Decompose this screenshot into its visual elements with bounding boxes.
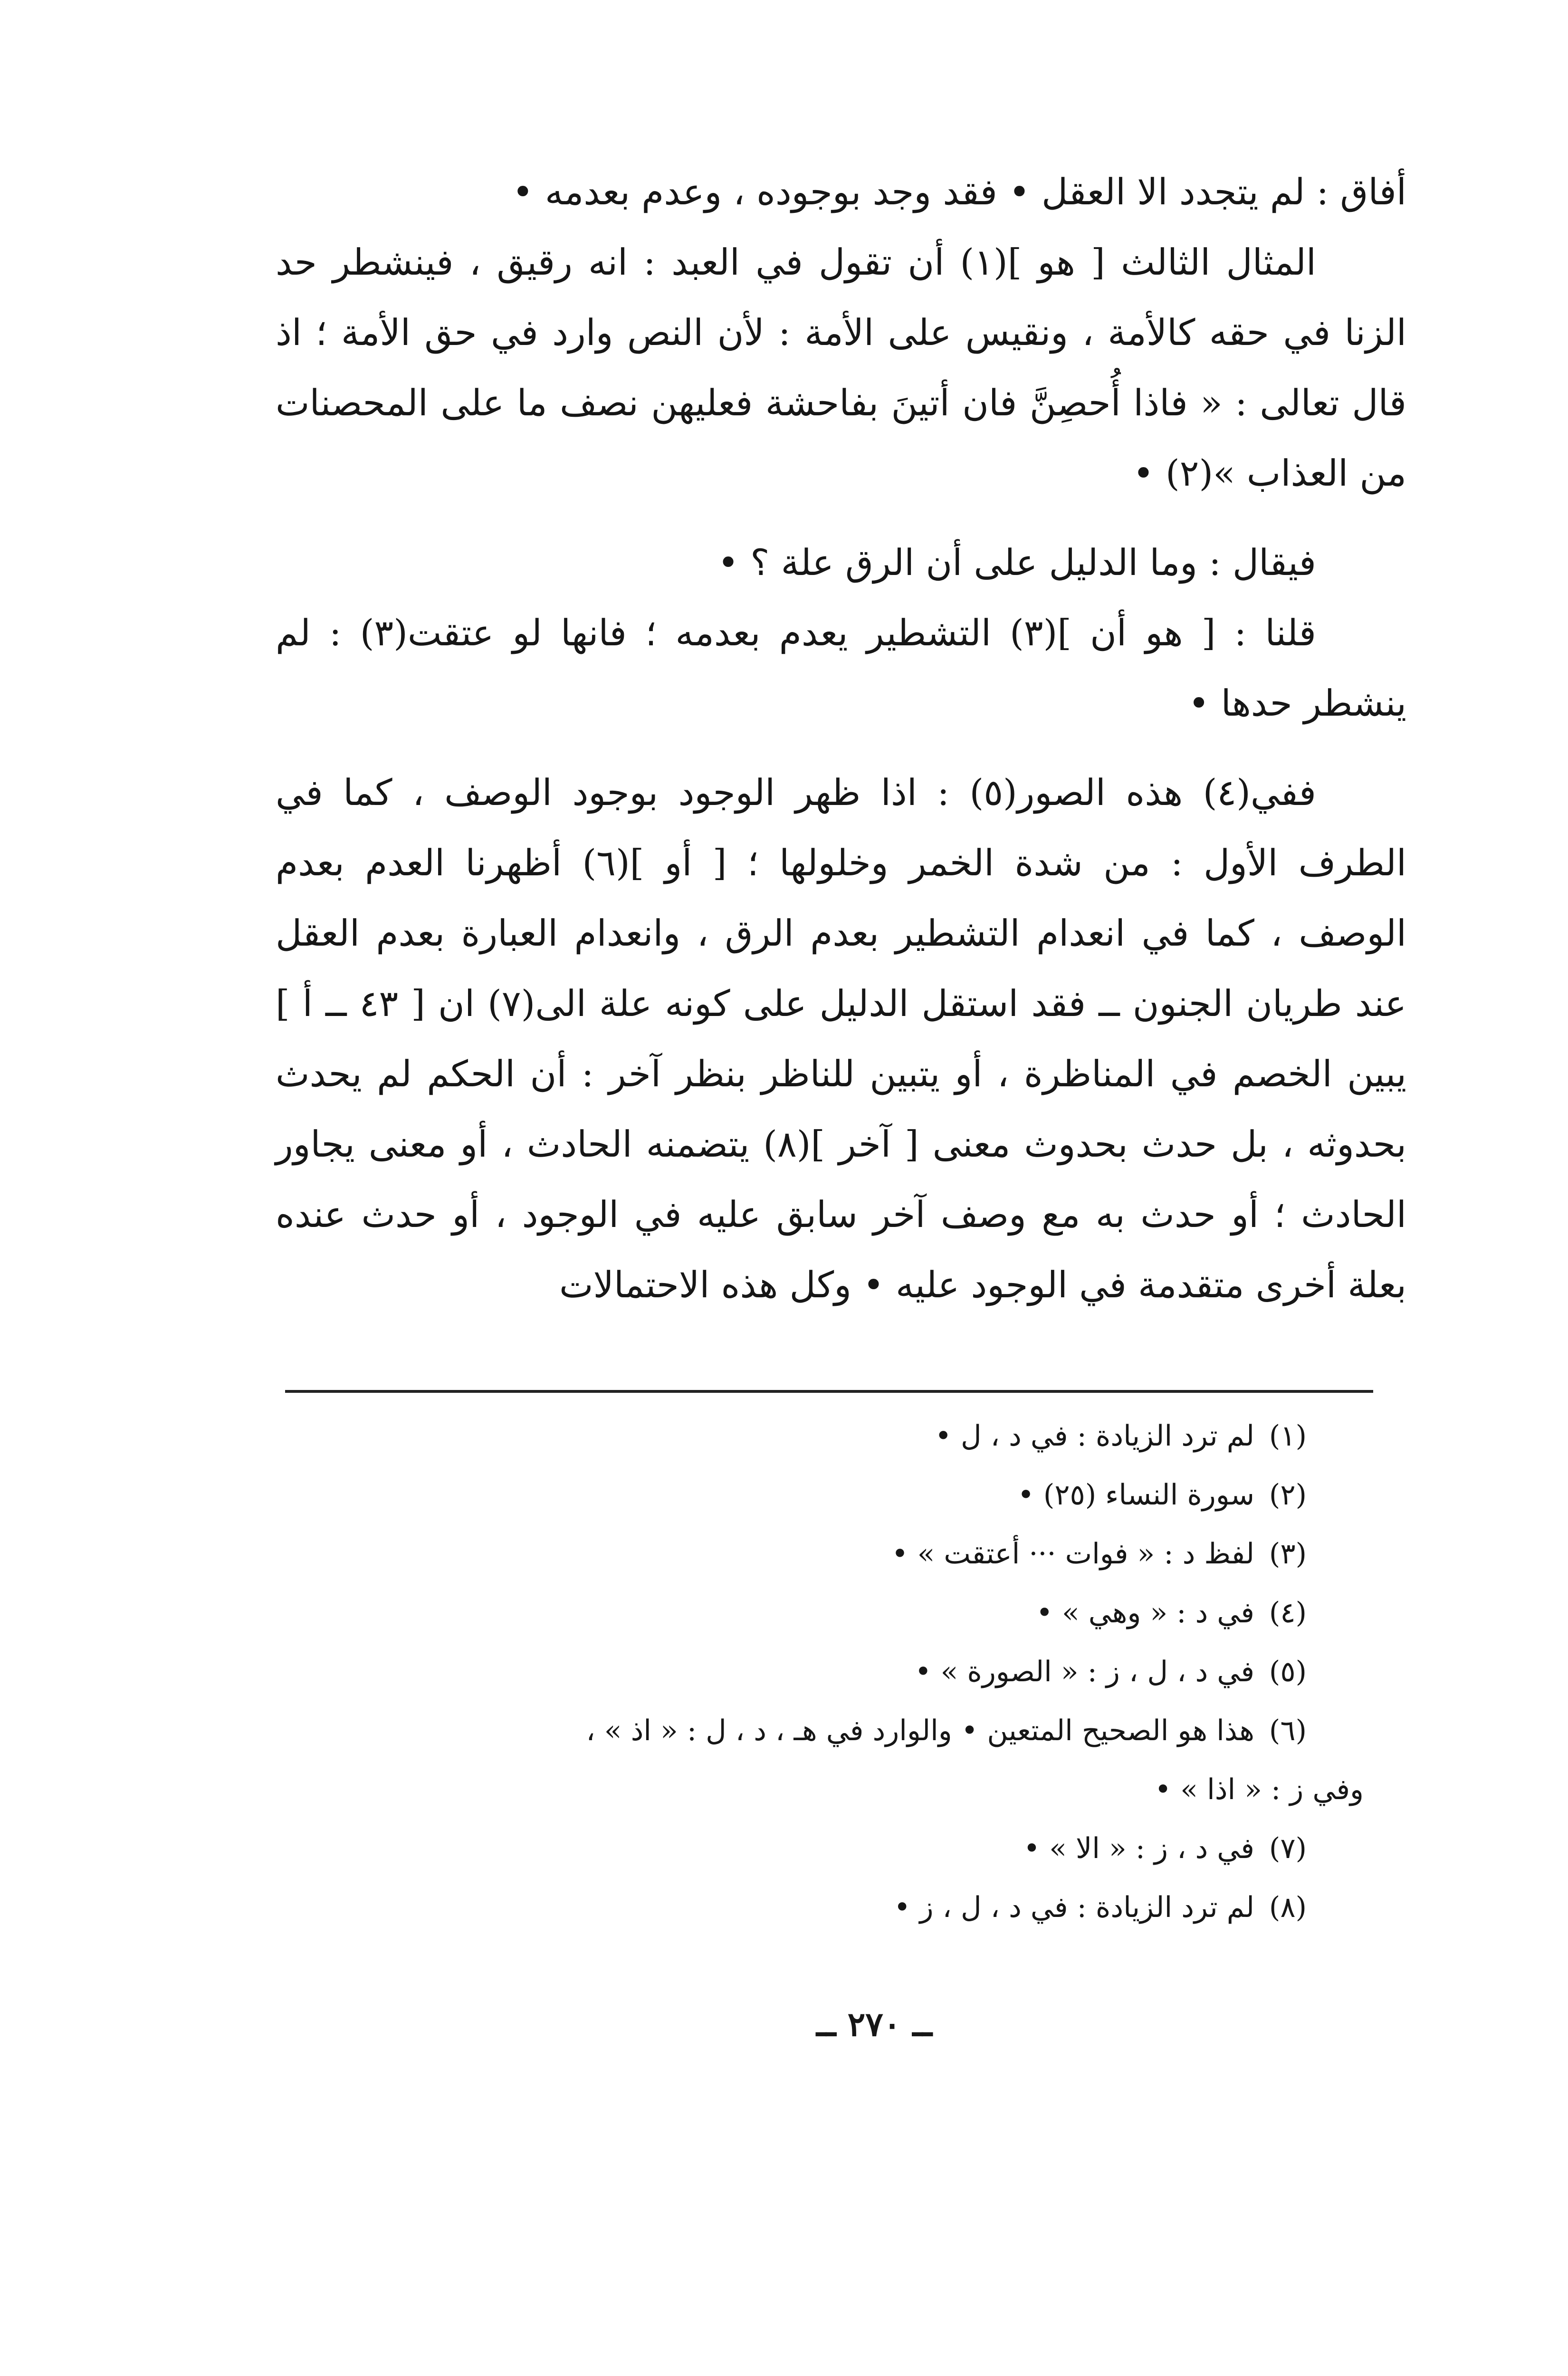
footnote-text: هذا هو الصحيح المتعين • والوارد في هـ ، د ، ل : « اذ » ، bbox=[586, 1714, 1254, 1747]
footnote-text: لم ترد الزيادة : في د ، ل • bbox=[935, 1419, 1254, 1453]
footnote-8 bbox=[257, 1878, 1307, 1937]
footnote-text: في د : « وهي » • bbox=[1036, 1596, 1254, 1629]
footnote-separator bbox=[285, 1390, 1373, 1393]
footnote-text: وفي ز : « اذا » • bbox=[1154, 1773, 1364, 1806]
footnote-number: (٣) bbox=[1269, 1537, 1307, 1571]
footnote-number: (٦) bbox=[1269, 1714, 1307, 1747]
paragraph-5: ففي(٤) هذه الصور(٥) : اذا ظهر الوجود بوجود الوصف ، كما في الطرف الأول : من شدة الخمر وخلولها ؛ [ أو ](٦) أظهرنا العدم بعدم الوصف ، كما في انعدام التشطير بعدم الرق ، وانعدام العبارة بعدم العقل عند طريان الجنون ــ فقد استقل الدليل على كونه علة الى(٧) ان [ ٤٣ ــ أ ] يبين الخصم في المناظرة ، أو يتبين للناظر بنظر آخر : أن الحكم لم يحدث بحدوثه ، بل حدث بحدوث معنى [ آخر ](٨) يتضمنه الحادث ، أو معنى يجاور الحادث ؛ أو حدث به مع وصف آخر سابق عليه في الوجود ، أو حدث عنده بعلة أخرى متقدمة في الوجود عليه • وكل هذه الاحتمالات bbox=[276, 771, 1407, 1306]
footnote-number: (٥) bbox=[1269, 1655, 1307, 1688]
footnote-text: لفظ د : « فوات ··· أعتقت » • bbox=[891, 1537, 1254, 1571]
paragraph-4: قلنا : [ هو أن ](٣) التشطير يعدم بعدمه ؛ فانها لو عتقت(٣) : لم ينشطر حدها • bbox=[276, 612, 1406, 724]
footnote-1 bbox=[257, 1407, 1307, 1466]
footnote-number: (٢) bbox=[1269, 1478, 1307, 1512]
footnote-number: (٧) bbox=[1269, 1832, 1307, 1865]
paragraph-1: أفاق : لم يتجدد الا العقل • فقد وجد بوجوده ، وعدم بعدمه • bbox=[512, 171, 1406, 213]
page-number bbox=[0, 2001, 1568, 2048]
footnote-number: (٤) bbox=[1269, 1596, 1307, 1629]
footnote-text: لم ترد الزيادة : في د ، ل ، ز • bbox=[894, 1891, 1254, 1924]
footnote-text: في د ، ز : « الا » • bbox=[1023, 1832, 1254, 1865]
footnote-text: في د ، ل ، ز : « الصورة » • bbox=[915, 1655, 1254, 1688]
footnote-number: (١) bbox=[1269, 1419, 1307, 1453]
paragraph-2: المثال الثالث [ هو ](١) أن تقول في العبد : انه رقيق ، فينشطر حد الزنا في حقه كالأمة ، ونقيس على الأمة : لأن النص وارد في حق الأمة ؛ اذ قال تعالى : « فاذا أُحصِنَّ فان أتينَ بفاحشة فعليهن نصف ما على المحصنات من العذاب »(٢) • bbox=[276, 241, 1406, 494]
footnotes bbox=[257, 1407, 1364, 1937]
main-text bbox=[276, 157, 1406, 1320]
footnote-2 bbox=[257, 1466, 1307, 1524]
footnote-number: (٨) bbox=[1269, 1891, 1307, 1924]
paragraph-3: فيقال : وما الدليل على أن الرق علة ؟ • bbox=[717, 541, 1316, 584]
footnote-4 bbox=[257, 1583, 1307, 1642]
footnote-6-continuation bbox=[257, 1760, 1364, 1819]
footnote-7 bbox=[257, 1819, 1307, 1878]
footnote-text: سورة النساء (٢٥) • bbox=[1017, 1478, 1254, 1512]
footnote-6 bbox=[257, 1701, 1307, 1760]
footnote-3 bbox=[257, 1524, 1307, 1583]
page-number-text: ــ ٢٧٠ ــ bbox=[816, 2004, 932, 2044]
footnote-5 bbox=[257, 1642, 1307, 1701]
